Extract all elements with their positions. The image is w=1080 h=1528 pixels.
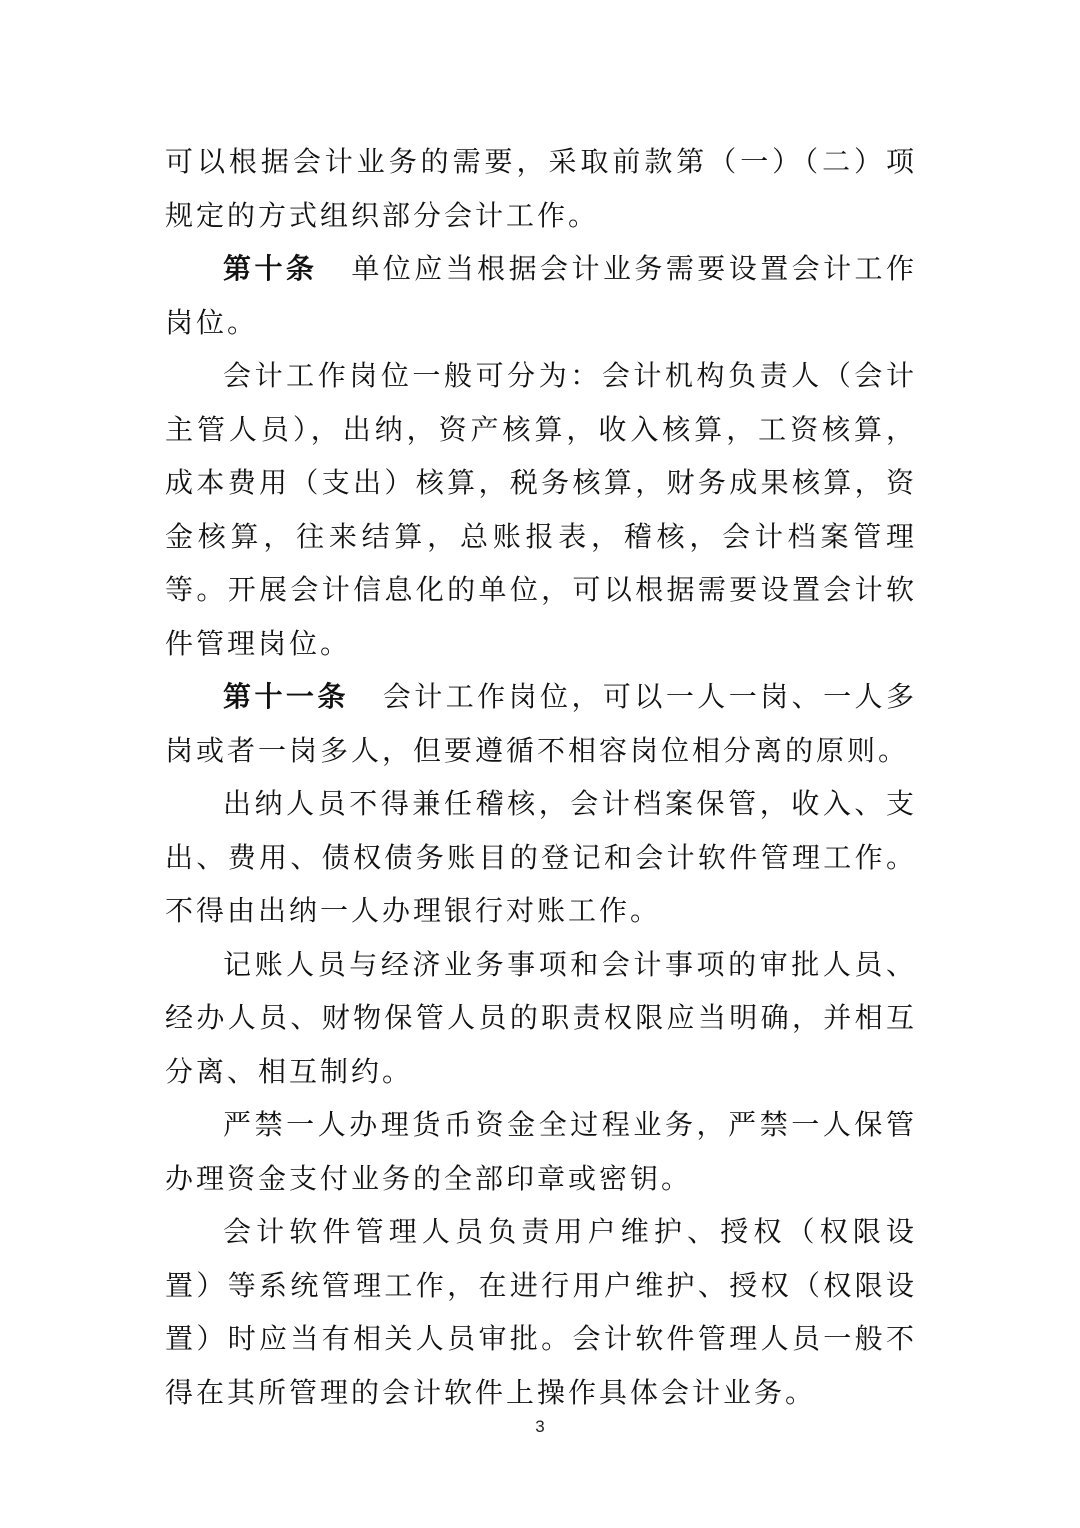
paragraph-cashier-rules — [165, 777, 917, 938]
article-number: 第十一条 — [223, 680, 349, 713]
paragraph-fund-prohibition — [165, 1098, 917, 1205]
paragraph-text: 出纳人员不得兼任稽核，会计档案保管，收入、支出、费用、债权债务账目的登记和会计软件管理工作。不得由出纳一人办理银行对账工作。 — [165, 787, 917, 927]
paragraph-text: 会计工作岗位一般可分为：会计机构负责人（会计主管人员），出纳，资产核算，收入核算，工资核算，成本费用（支出）核算，税务核算，财务成果核算，资金核算，往来结算，总账报表，稽核，会计档案管理等。开展会计信息化的单位，可以根据需要设置会计软件管理岗位。 — [165, 359, 917, 660]
article-10-paragraph — [165, 242, 917, 349]
paragraph-text: 严禁一人办理货币资金全过程业务，严禁一人保管办理资金支付业务的全部印章或密钥。 — [165, 1108, 917, 1195]
paragraph-continuation — [165, 135, 917, 242]
paragraph-text: 单位应当根据会计业务需要设置会计工作岗位。 — [165, 252, 917, 339]
page-number: 3 — [535, 1417, 545, 1436]
article-11-paragraph — [165, 670, 917, 777]
paragraph-text: 会计工作岗位，可以一人一岗、一人多岗或者一岗多人，但要遵循不相容岗位相分离的原则。 — [165, 680, 917, 767]
paragraph-software-admin — [165, 1205, 917, 1419]
document-body — [165, 135, 917, 1419]
paragraph-text: 可以根据会计业务的需要，采取前款第（一）（二）项规定的方式组织部分会计工作。 — [165, 145, 917, 232]
paragraph-bookkeeper-rules — [165, 938, 917, 1099]
article-number: 第十条 — [223, 252, 318, 285]
paragraph-text: 记账人员与经济业务事项和会计事项的审批人员、经办人员、财物保管人员的职责权限应当明确，并相互分离、相互制约。 — [165, 947, 917, 1088]
paragraph-text: 会计软件管理人员负责用户维护、授权（权限设置）等系统管理工作，在进行用户维护、授权（权限设置）时应当有相关人员审批。会计软件管理人员一般不得在其所管理的会计软件上操作具体会计业务。 — [165, 1215, 917, 1409]
paragraph-accounting-positions — [165, 349, 917, 670]
